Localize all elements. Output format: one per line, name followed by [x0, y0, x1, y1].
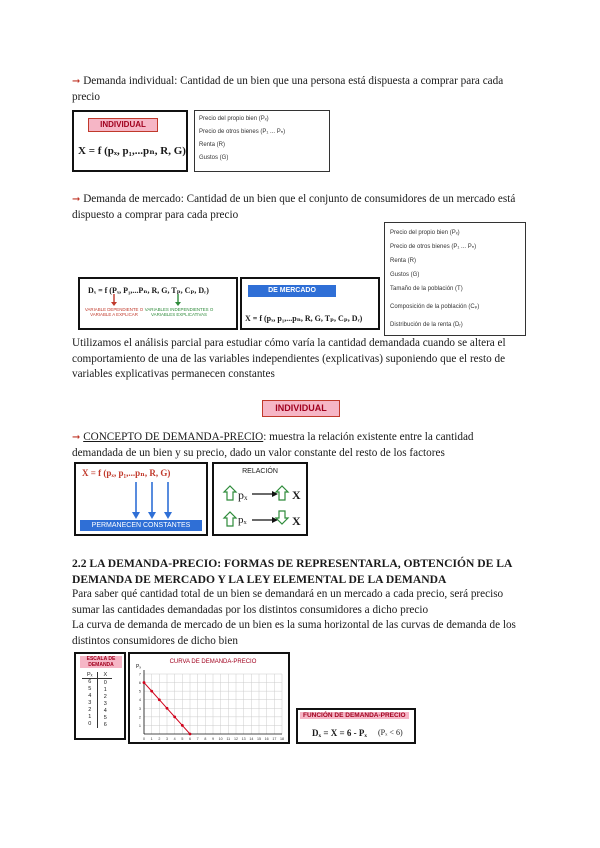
schedule-cell-x: 2 [103, 693, 107, 700]
schedule-cell-x: 5 [103, 714, 107, 721]
schedule-cell-x: 3 [103, 700, 107, 707]
chart-point [189, 733, 192, 736]
arrow-icon: ➞ [72, 76, 81, 87]
schedule-cell-p: 2 [82, 707, 98, 714]
constant-arrows [76, 480, 206, 520]
up-arrow-icon [276, 486, 288, 500]
table-row [82, 714, 112, 721]
chart-y-label: Pₓ [136, 664, 141, 670]
individual-demand-text: Demanda individual: Cantidad de un bien que una persona está dispuesta a comprar para cada precio [72, 75, 504, 103]
table-row [82, 693, 112, 700]
table-row [82, 679, 112, 687]
schedule-cell-p: 6 [82, 679, 98, 687]
market-var: Precio del propio bien (Pₓ) [390, 230, 460, 236]
market-var: Renta (R) [390, 258, 417, 264]
chart-x-tick-label: 15 [257, 737, 261, 741]
schedule-cell-p: 0 [82, 721, 98, 728]
price-function-title: FUNCIÓN DE DEMANDA-PRECIO [300, 712, 409, 719]
table-row [82, 686, 112, 693]
chart-x-tick-label: 13 [241, 737, 246, 741]
section-heading: 2.2 LA DEMANDA-PRECIO: FORMAS DE REPRESENTARLA, OBTENCIÓN DE LA DEMANDA DE MERCADO Y LA LEY ELEMENTAL DE LA DEMANDA [72, 557, 512, 586]
market-var: Composición de la población (Cₚ) [390, 304, 480, 310]
schedule-cell-p: 5 [82, 686, 98, 693]
schedule-cell-p: 4 [82, 693, 98, 700]
market-formula-arrows [80, 293, 236, 307]
individual-var: Precio del propio bien (Pₓ) [199, 116, 269, 122]
individual-label: INDIVIDUAL [88, 118, 158, 132]
schedule-cell-x: 6 [103, 721, 107, 728]
chart-x-tick-label: 2 [158, 737, 161, 741]
market-formula: X = f (pₓ, p₁,...pₙ, R, G, Tₚ, Cₚ, Dᵣ) [245, 314, 363, 323]
chart-point [158, 698, 161, 701]
market-demand-text: Demanda de mercado: Cantidad de un bien que el conjunto de consumidores de un mercado está dispuesto a comprar para cada precio [72, 193, 516, 221]
table-row [82, 707, 112, 714]
market-label: DE MERCADO [248, 285, 336, 297]
down-arrow-icon [276, 511, 288, 524]
relation-row2-var: pₓ [238, 514, 247, 526]
concept-title: CONCEPTO DE DEMANDA-PRECIO [83, 431, 264, 443]
schedule-header-p: Pₓ [82, 672, 98, 679]
chart-y-tick-label: 1 [138, 723, 141, 728]
chart-x-tick-label: 16 [264, 737, 269, 741]
individual-formula: X = f (pₓ, p₁,...pₙ, R, G) [78, 145, 186, 157]
chart-y-tick-label: 5 [138, 689, 141, 694]
constant-banner: PERMANECEN CONSTANTES [80, 520, 202, 531]
chart-x-tick-label: 11 [226, 737, 231, 741]
relation-row1-var: pₓ [238, 488, 248, 502]
chart-point [166, 707, 169, 710]
chart-title: CURVA DE DEMANDA-PRECIO [169, 659, 257, 665]
chart-x-tick-label: 3 [166, 737, 168, 741]
schedule-cell-x: 4 [103, 707, 107, 714]
concept-paragraph [72, 430, 527, 461]
individual-var: Gustos (G) [199, 155, 229, 161]
demand-curve-box [128, 652, 290, 744]
individual-formula-box [72, 110, 188, 172]
chart-y-tick-label: 2 [138, 715, 141, 720]
market-demand-paragraph [72, 192, 527, 223]
chart-x-tick-label: 7 [196, 737, 199, 741]
chart-x-tick-label: 17 [272, 737, 277, 741]
up-arrow-icon [224, 512, 236, 526]
chart-x-tick-label: 4 [173, 737, 176, 741]
table-row [82, 721, 112, 728]
relation-row1-result: X [292, 488, 301, 502]
up-arrow-icon [224, 486, 236, 500]
price-function-condition: (Pₓ < 6) [378, 728, 403, 737]
chart-y-tick-label: 3 [138, 706, 141, 711]
chart-y-tick-label: 6 [138, 681, 141, 686]
concept-text: : muestra la relación existente entre la cantidad demandada de un bien y su precio, dado un valor constante del resto de los factores [72, 431, 474, 459]
individual-var: Precio de otros bienes (P₁ ... Pₙ) [199, 129, 286, 135]
schedule-header-x: X [98, 672, 112, 679]
partial-analysis-paragraph: Utilizamos el análisis parcial para estudiar cómo varía la cantidad demandada cuando se altera el comportamiento de una de las variables independientes (explicativas) suponiendo que el resto de variables explicativas permanecen constantes [72, 337, 506, 380]
demand-curve-chart [130, 654, 288, 742]
relation-title: RELACIÓN [242, 468, 278, 475]
individual-variables-box [194, 110, 330, 172]
schedule-cell-p: 3 [82, 700, 98, 707]
section-para-2: La curva de demanda de mercado de un bien es la suma horizontal de las curvas de demanda de los distintos consumidores de dicho bien [72, 619, 516, 647]
price-function-box [296, 708, 416, 744]
chart-point [150, 690, 153, 693]
chart-x-tick-label: 14 [249, 737, 254, 741]
chart-x-tick-label: 1 [150, 737, 153, 741]
chart-x-tick-label: 10 [218, 737, 223, 741]
demand-schedule-box [74, 652, 126, 740]
chart-point [181, 724, 184, 727]
chart-y-tick-label: 7 [138, 672, 141, 677]
schedule-cell-x: 0 [103, 679, 107, 686]
individual-center-label: INDIVIDUAL [262, 400, 340, 417]
market-var: Gustos (G) [390, 272, 420, 278]
chart-x-tick-label: 18 [280, 737, 284, 741]
chart-x-tick-label: 6 [189, 737, 191, 741]
chart-x-tick-label: 8 [204, 737, 207, 741]
section-para-1: Para saber qué cantidad total de un bien se demandará en un mercado a cada precio, será preciso sumar las cantidades demandadas por los distintos consumidores a dicho precio [72, 588, 504, 616]
arrow-icon: ➞ [72, 194, 81, 205]
schedule-title: ESCALA DE DEMANDA [80, 656, 122, 668]
constant-formula: X = f (pₓ, p₁,...pₙ, R, G) [82, 468, 171, 478]
chart-x-tick-label: 5 [181, 737, 184, 741]
independent-variables-note: VARIABLES INDEPENDIENTES O VARIABLES EXPLICATIVAS [144, 307, 214, 317]
market-var: Distribución de la renta (Dᵣ) [390, 322, 463, 328]
dependent-variable-note: VARIABLE DEPENDIENTE O VARIABLE A EXPLICAR [84, 307, 144, 317]
chart-x-tick-label: 12 [234, 737, 238, 741]
chart-point [143, 681, 146, 684]
chart-x-tick-label: 0 [143, 737, 145, 741]
individual-demand-paragraph [72, 74, 527, 105]
chart-y-tick-label: 4 [138, 698, 141, 703]
relation-row2-result: X [292, 514, 301, 528]
table-row [82, 700, 112, 707]
market-var: Precio de otros bienes (P₁ ... Pₙ) [390, 244, 477, 250]
market-box [240, 277, 380, 330]
constant-box [74, 462, 208, 536]
schedule-cell-p: 1 [82, 714, 98, 721]
arrow-icon: ➞ [72, 432, 81, 443]
market-variables-box [384, 222, 526, 336]
chart-point [173, 715, 176, 718]
market-var: Tamaño de la población (T) [390, 286, 463, 292]
market-dx-formula: Dₓ = f (Pₓ, P₁,...Pₙ, R, G, Tₚ, Cₚ, Dᵣ) [88, 286, 209, 295]
market-formula-box [78, 277, 238, 330]
individual-var: Renta (R) [199, 142, 226, 148]
schedule-cell-x: 1 [103, 686, 107, 693]
relation-box [212, 462, 308, 536]
price-function-formula: Dₓ = X = 6 - Pₓ [312, 728, 367, 738]
chart-x-tick-label: 9 [212, 737, 214, 741]
schedule-table [82, 672, 112, 728]
